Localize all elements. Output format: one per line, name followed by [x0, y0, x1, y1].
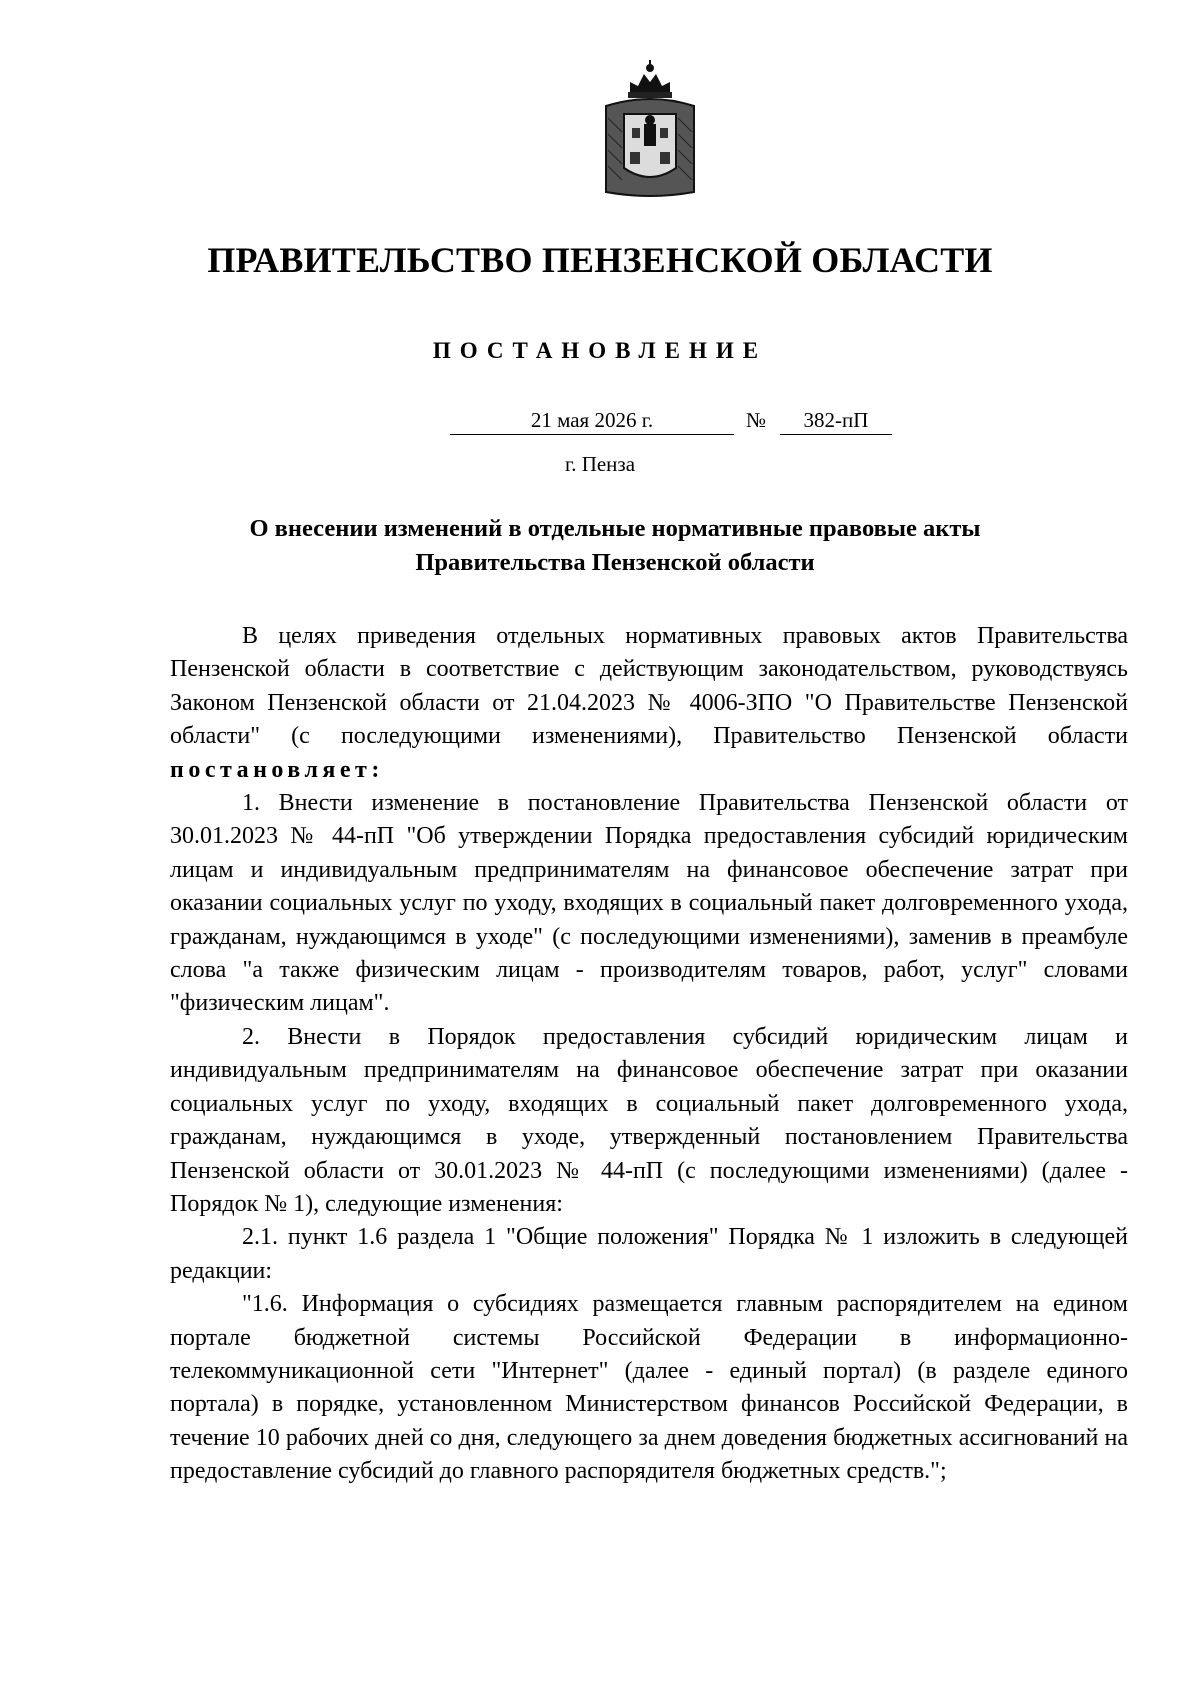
- number-sign: №: [746, 408, 767, 432]
- paragraph-1: 1. Внести изменение в постановление Правительства Пензенской области от 30.01.2023 № 44-пП "Об утверждении Порядка предоставления субсидий юридическим лицам и индивидуальным предпринимателям на финансовое обеспечение затрат при оказании социальных услуг по уходу, входящих в социальный пакет долговременного ухода, гражданам, нуждающимся в уходе" (с последующими изменениями), заменив в преамбуле слова "а также физическим лицам - производителям товаров, работ, услуг" словами "физическим лицам".: [170, 790, 1128, 1017]
- subject-line: О внесении изменений в отдельные нормативные правовые акты: [249, 515, 981, 542]
- city: г. Пенза: [564, 452, 636, 476]
- coat-of-arms-emblem: [600, 58, 700, 202]
- preamble-paragraph: [170, 620, 1128, 787]
- paragraph-2-1: 2.1. пункт 1.6 раздела 1 "Общие положения" Порядка № 1 изложить в следующей редакции:: [170, 1224, 1128, 1284]
- document-date: 21 мая 2026 г.: [450, 406, 734, 435]
- document-subject: [170, 512, 1060, 580]
- document-number: 382-пП: [780, 406, 892, 435]
- decree-word: постановляет:: [170, 756, 384, 783]
- subject-line: Правительства Пензенской области: [415, 549, 815, 576]
- paragraph-2: 2. Внести в Порядок предоставления субсидий юридическим лицам и индивидуальным предпринимателям на финансовое обеспечение затрат при оказании социальных услуг по уходу, входящих в социальный пакет долговременного ухода, гражданам, нуждающимся в уходе, утвержденный постановлением Правительства Пензенской области от 30.01.2023 № 44-пП (с последующими изменениями) (далее - Порядок № 1), следующие изменения:: [170, 1023, 1128, 1217]
- organization-title: ПРАВИТЕЛЬСТВО ПЕНЗЕНСКОЙ ОБЛАСТИ: [207, 240, 993, 280]
- document-body: [170, 620, 1128, 1489]
- paragraph-2-1-quote: "1.6. Информация о субсидиях размещается главным распорядителем на едином портале бюджетной системы Российской Федерации в информационно-телекоммуникационной сети "Интернет" (далее - единый портал) (в разделе единого портала) в порядке, установленном Министерством финансов Российской Федерации, в течение 10 рабочих дней со дня, следующего за днем доведения бюджетных ассигнований на предоставление субсидий до главного распорядителя бюджетных средств.";: [170, 1291, 1128, 1485]
- date-number-line: [0, 406, 1200, 438]
- preamble-text: В целях приведения отдельных нормативных правовых актов Правительства Пензенской области в соответствие с действующим законодательством, руководствуясь Законом Пензенской области от 21.04.2023 № 4006-ЗПО "О Правительстве Пензенской области" (с последующими изменениями), Правительство Пензенской области: [170, 623, 1128, 750]
- document-type: ПОСТАНОВЛЕНИЕ: [432, 338, 768, 363]
